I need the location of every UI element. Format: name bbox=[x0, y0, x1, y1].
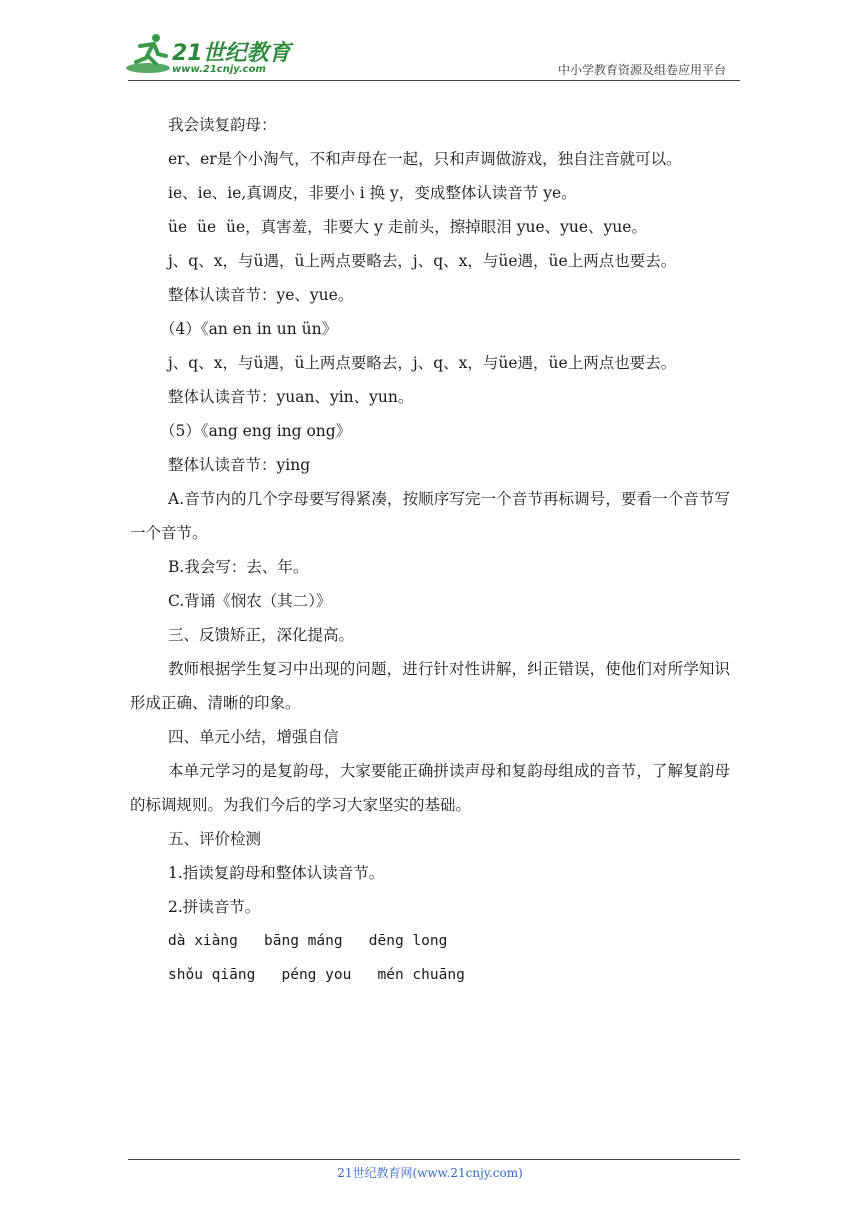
paragraph: 本单元学习的是复韵母，大家要能正确拼读声母和复韵母组成的音节，了解复韵母的标调规则。为我们今后的学习大家坚实的基础。 bbox=[130, 762, 730, 814]
paragraph: 1.指读复韵母和整体认读音节。 bbox=[168, 864, 385, 882]
footer-divider bbox=[128, 1159, 740, 1160]
paragraph: 我会读复韵母： bbox=[168, 116, 277, 134]
footer-link[interactable]: 21世纪教育网(www.21cnjy.com) bbox=[337, 1166, 523, 1180]
paragraph: j、q、x，与ü遇，ü上两点要略去，j、q、x，与üe遇，üe上两点也要去。 bbox=[168, 354, 677, 372]
paragraph: üe üe üe，真害羞，非要大 y 走前头，擦掉眼泪 yue、yue、yue。 bbox=[168, 218, 647, 236]
paragraph: ie、ie、ie,真调皮，非要小 i 换 y，变成整体认读音节 ye。 bbox=[168, 184, 577, 202]
section-heading: 四、单元小结，增强自信 bbox=[168, 728, 339, 746]
pinyin-row: dà xiàng bāng máng dēng long bbox=[168, 933, 448, 949]
paragraph: j、q、x，与ü遇，ü上两点要略去，j、q、x，与üe遇，üe上两点也要去。 bbox=[168, 252, 677, 270]
paragraph: 整体认读音节：yuan、yin、yun。 bbox=[168, 388, 414, 406]
header-divider bbox=[128, 80, 740, 81]
pinyin-row: shǒu qiāng péng you mén chuāng bbox=[168, 967, 465, 983]
paragraph: B.我会写：去、年。 bbox=[168, 558, 309, 576]
logo-title: 21世纪教育 bbox=[172, 41, 291, 66]
header-platform-title: 中小学教育资源及组卷应用平台 bbox=[557, 63, 726, 77]
section-heading: 五、评价检测 bbox=[168, 830, 262, 848]
logo-url: www.21cnjy.com bbox=[172, 64, 266, 75]
paragraph: （5）《ang eng ing ong》 bbox=[160, 422, 352, 440]
paragraph: 整体认读音节：ye、yue。 bbox=[168, 286, 354, 304]
section-heading: 三、反馈矫正，深化提高。 bbox=[168, 626, 355, 644]
runner-logo-icon bbox=[126, 32, 172, 76]
document-body bbox=[130, 108, 730, 992]
paragraph: C.背诵《悯农（其二）》 bbox=[168, 592, 332, 610]
page-header bbox=[0, 0, 860, 90]
site-logo[interactable] bbox=[126, 30, 306, 80]
paragraph: 2.拼读音节。 bbox=[168, 898, 261, 916]
paragraph: （4）《an en in un ün》 bbox=[160, 320, 338, 338]
paragraph: 教师根据学生复习中出现的问题，进行针对性讲解，纠正错误，使他们对所学知识形成正确、清晰的印象。 bbox=[130, 660, 730, 712]
paragraph: er、er是个小淘气，不和声母在一起，只和声调做游戏，独自注音就可以。 bbox=[168, 150, 682, 168]
paragraph: 整体认读音节：ying bbox=[168, 456, 311, 474]
paragraph: A.音节内的几个字母要写得紧凑，按顺序写完一个音节再标调号，要看一个音节写一个音节。 bbox=[130, 490, 730, 542]
